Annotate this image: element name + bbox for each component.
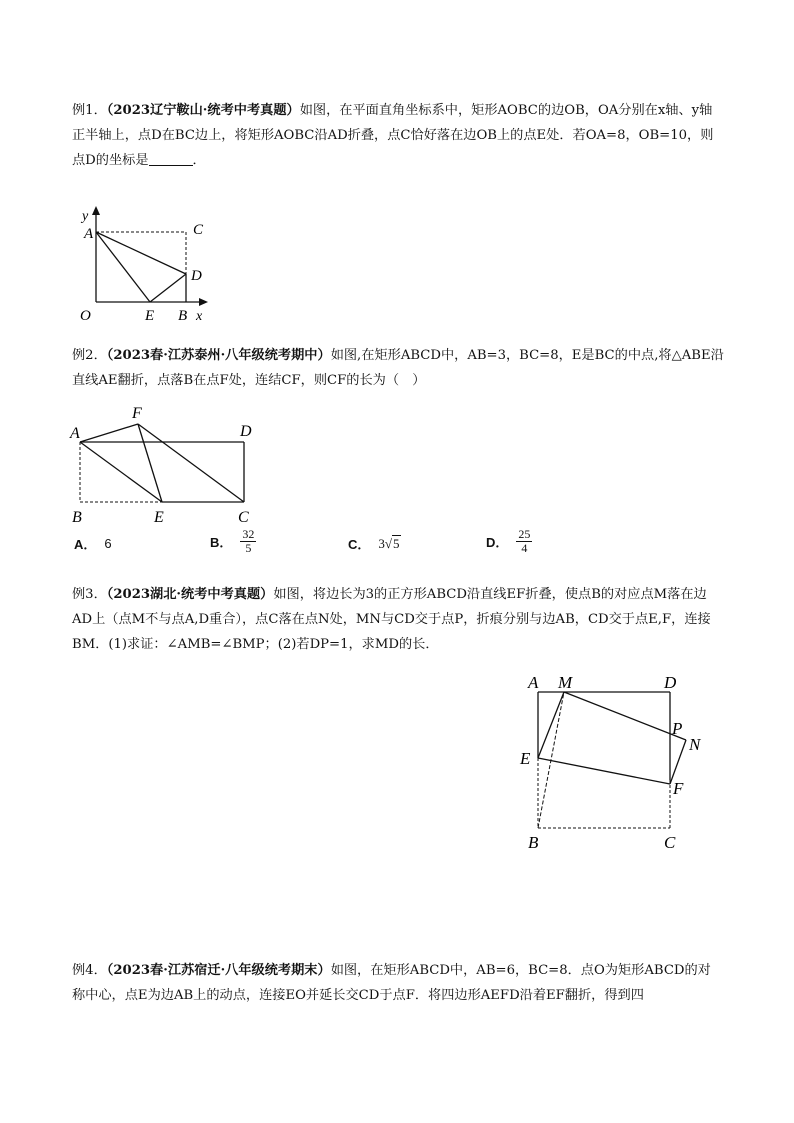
- svg-text:A: A: [528, 673, 539, 692]
- svg-text:E: E: [154, 509, 164, 526]
- svg-text:P: P: [672, 719, 683, 738]
- example-2-label: 例2．: [72, 348, 107, 363]
- svg-text:B: B: [178, 308, 188, 324]
- svg-text:A: A: [70, 425, 80, 442]
- svg-text:C: C: [664, 833, 676, 852]
- figure-3: [514, 668, 724, 856]
- example-4-label: 例4．: [72, 963, 107, 978]
- svg-text:E: E: [520, 749, 531, 768]
- svg-text:B: B: [72, 509, 82, 526]
- svg-text:M: M: [558, 673, 573, 692]
- example-1-text: 例1．（2023辽宁鞍山·统考中考真题）如图，在平面直角坐标系中，矩形AOBC的边OB，OA分别在x轴、y轴正半轴上，点D在BC边上，将矩形AOBC沿AD折叠，点C恰好落在边OB上的点E处．若OA=8，OB=10，则点D的坐标是 ．: [72, 103, 714, 168]
- example-2-source: （2023春·江苏泰州·八年级统考期中）: [106, 348, 331, 363]
- svg-text:F: F: [673, 779, 684, 798]
- svg-text:A: A: [84, 226, 94, 242]
- example-3-label: 例3．: [72, 587, 107, 602]
- svg-text:N: N: [689, 735, 701, 754]
- example-3-source: （2023湖北·统考中考真题）: [106, 587, 274, 602]
- svg-text:F: F: [132, 405, 142, 422]
- fraction-32-5: $\frac{32}{5}$: [242, 527, 255, 555]
- option-d[interactable]: D． $\frac{25}{4}$: [486, 527, 531, 555]
- example-3-text: [72, 582, 724, 657]
- svg-text:y: y: [82, 209, 89, 224]
- figure-2: [66, 402, 266, 526]
- svg-text:x: x: [196, 309, 203, 324]
- svg-text:C: C: [193, 222, 204, 238]
- answer-blank[interactable]: [149, 151, 193, 166]
- example-4-text: [72, 958, 724, 1008]
- example-2-text: [72, 343, 724, 393]
- fraction-25-4: $\frac{25}{4}$: [518, 527, 531, 555]
- figure-1: [70, 202, 220, 328]
- svg-text:O: O: [80, 308, 91, 324]
- example-1-body: 如图，在平面直角坐标系中，矩形AOBC的边OB，OA分别在x轴、y轴正半轴上，点D在BC边上，将矩形AOBC沿AD折叠，点C恰好落在边OB上的点E处．若OA=8，OB=10，则点D的坐标是: [72, 103, 714, 168]
- sqrt-expression: 3√5: [378, 535, 400, 551]
- option-b[interactable]: B． $\frac{32}{5}$: [210, 527, 255, 555]
- svg-text:D: D: [240, 423, 252, 440]
- svg-text:D: D: [664, 673, 677, 692]
- svg-text:B: B: [528, 833, 539, 852]
- svg-text:D: D: [191, 268, 202, 284]
- example-4-body: 如图，在矩形ABCD中，AB=6，BC=8．点O为矩形ABCD的对称中心，点E为边AB上的动点，连接EO并延长交CD于点F．将四边形AEFD沿着EF翻折，得到四: [72, 963, 711, 1003]
- example-3-body: 如图，将边长为3的正方形ABCD沿直线EF折叠，使点B的对应点M落在边AD上（点M不与点A,D重合），点C落在点N处，MN与CD交于点P，折痕分别与边AB，CD交于点E,F，连接BM．(1)求证：∠AMB=∠BMP；(2)若DP=1，求MD的长．: [72, 587, 711, 652]
- option-c[interactable]: C． 3√5: [348, 535, 400, 552]
- svg-text:E: E: [145, 308, 155, 324]
- example-1-source: （2023辽宁鞍山·统考中考真题）: [106, 103, 300, 118]
- example-1-label: 例1．: [72, 103, 107, 118]
- option-a[interactable]: A． 6: [74, 536, 112, 552]
- svg-text:C: C: [238, 509, 249, 526]
- example-2-body: 如图,在矩形ABCD中，AB=3，BC=8，E是BC的中点,将△ABE沿直线AE翻折，点落B在点F处，连结CF，则CF的长为（ ）: [72, 348, 724, 388]
- example-4-source: （2023春·江苏宿迁·八年级统考期末）: [106, 963, 331, 978]
